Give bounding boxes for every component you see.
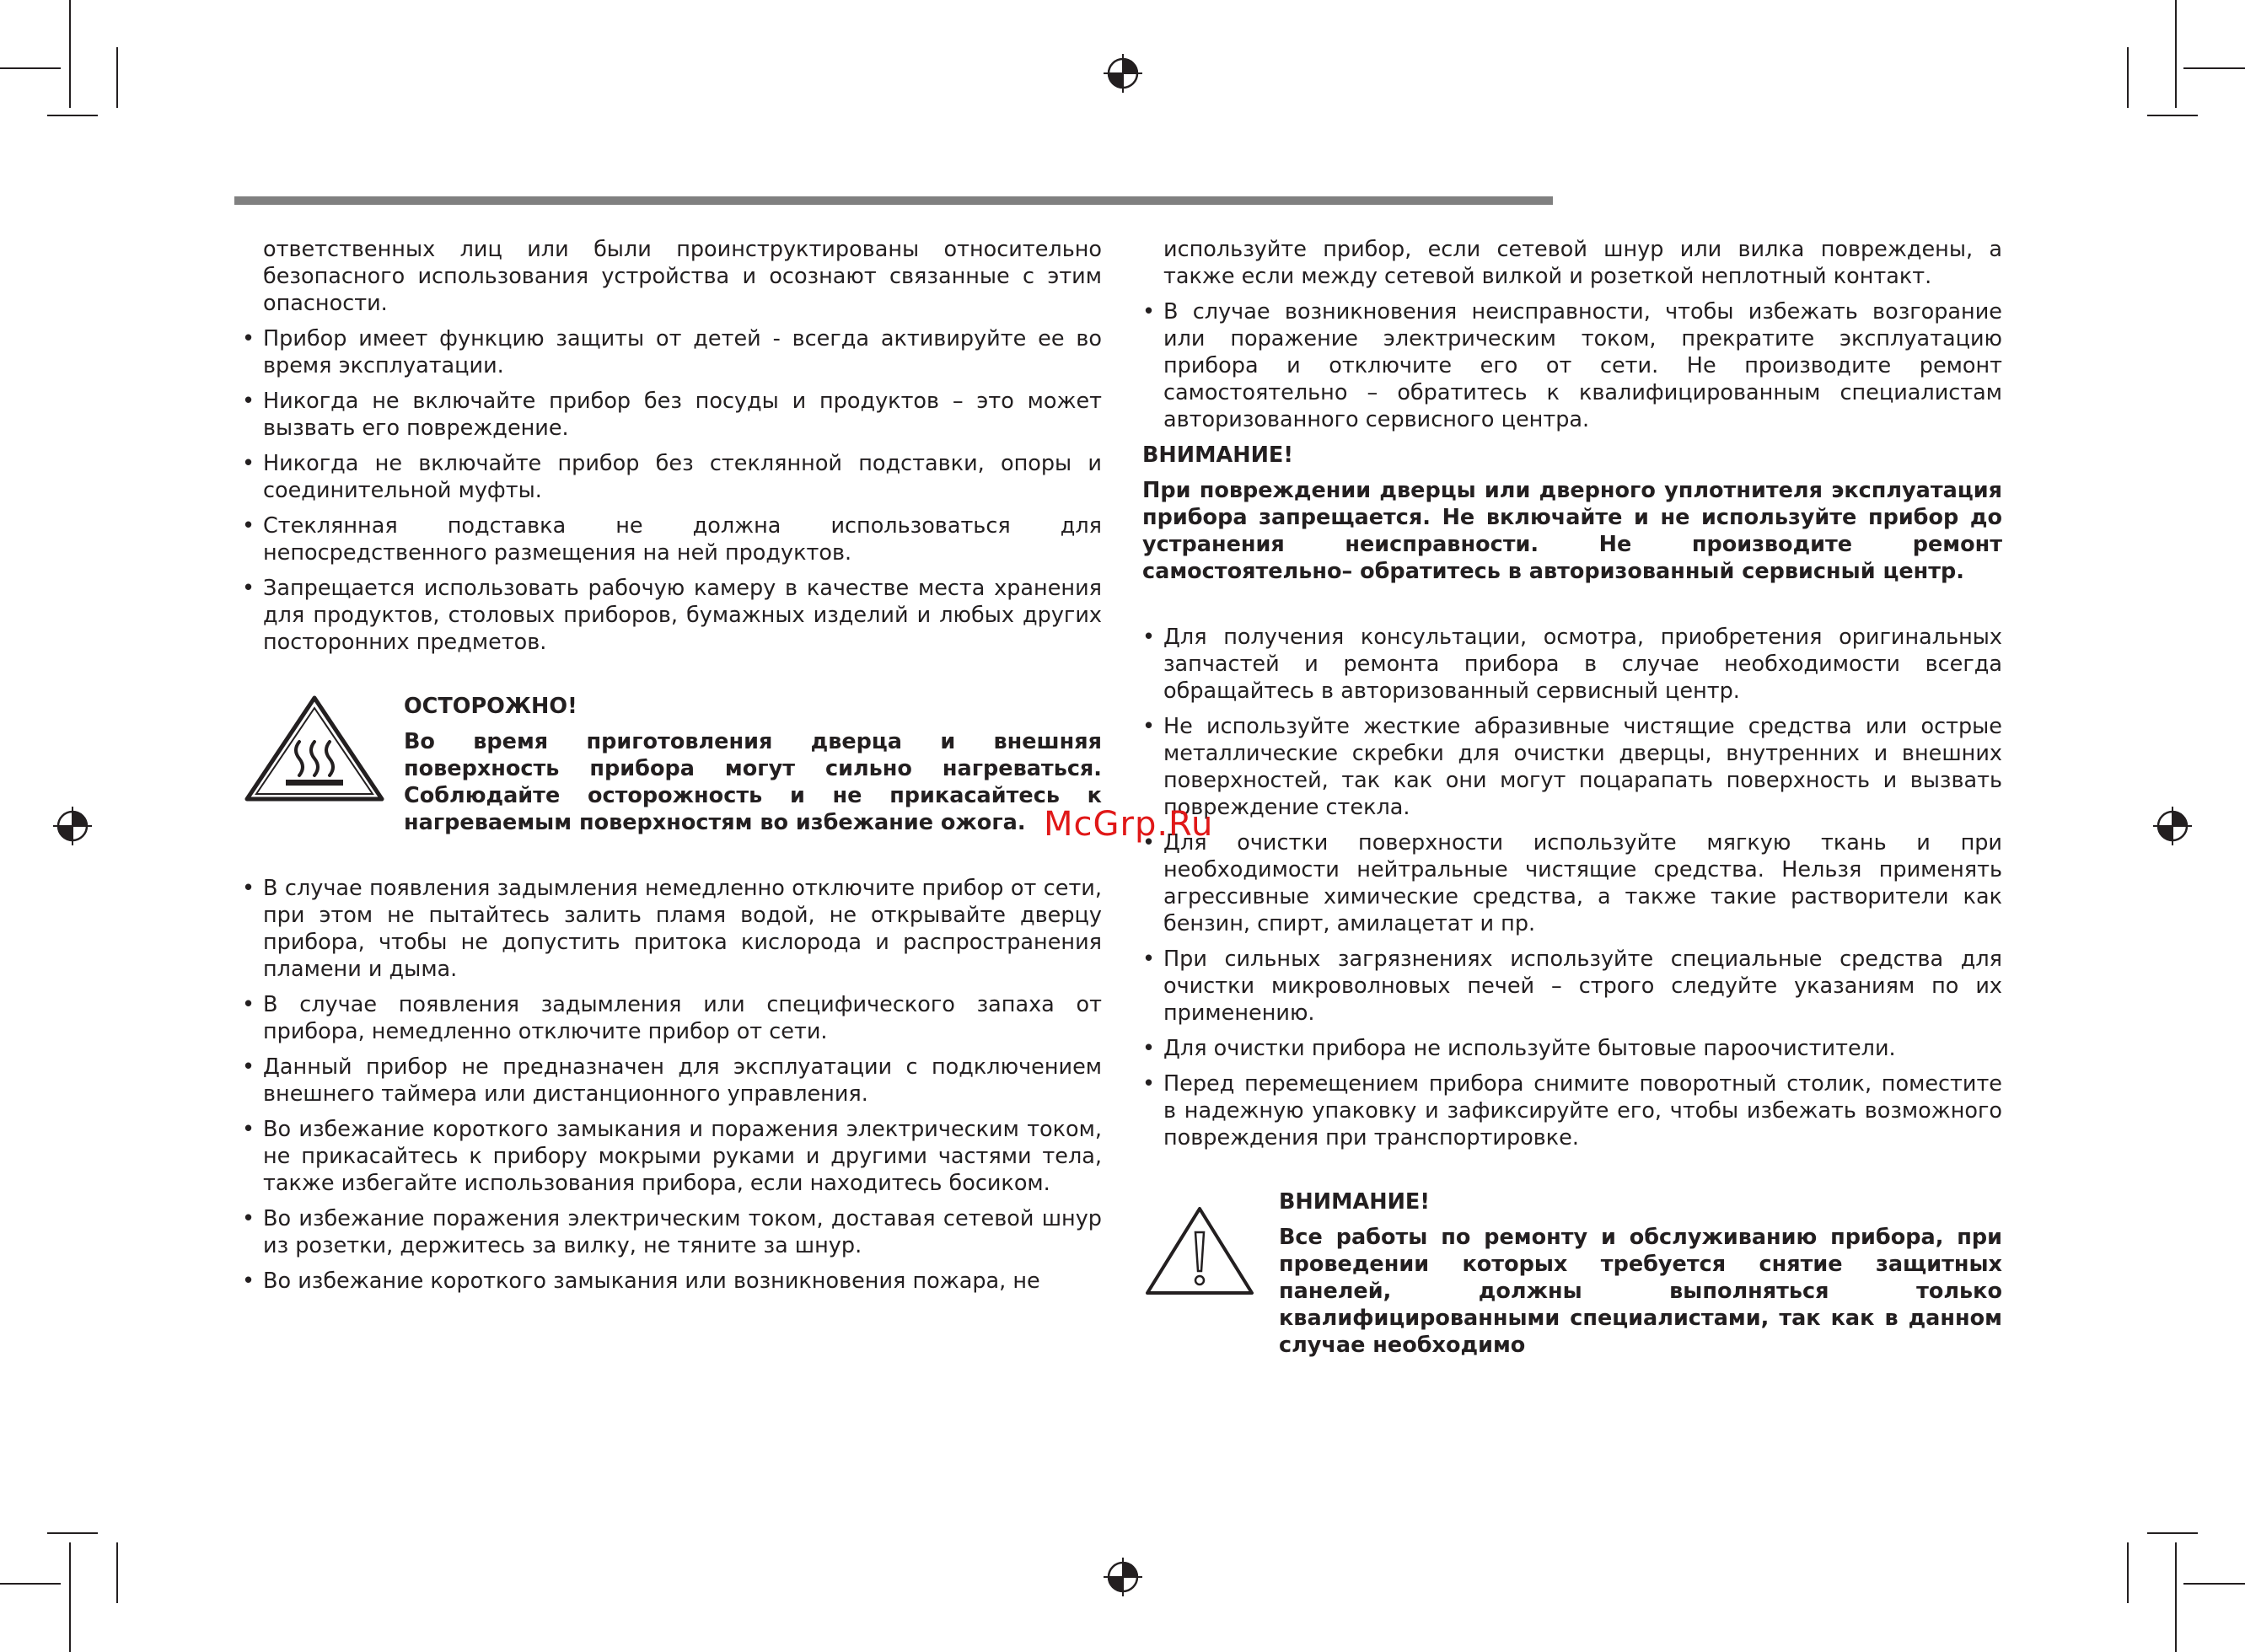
- list-item: • Для очистки прибора не используйте бытовые пароочистители.: [1142, 1035, 2002, 1062]
- list-item: • Во избежание короткого замыкания или возникновения пожара, не: [242, 1268, 1102, 1295]
- list-item: • Для получения консультации, осмотра, приобретения оригинальных запчастей и ремонта прибора в случае необходимости всегда обращайтесь в авторизованный сервисный центр.: [1142, 624, 2002, 705]
- left-column: [242, 236, 1102, 1303]
- right-column: [1142, 236, 2002, 1359]
- attention-heading: ВНИМАНИЕ!: [1142, 442, 1293, 468]
- crop-mark: [2147, 115, 2198, 116]
- list-item: • Прибор имеет функцию защиты от детей - всегда активируйте ее во время эксплуатации.: [242, 325, 1102, 379]
- crop-mark: [2127, 47, 2129, 108]
- warning-callout: [1142, 1188, 2002, 1359]
- watermark: McGrp.Ru: [1044, 805, 1214, 844]
- crop-mark: [116, 47, 118, 108]
- crop-mark: [0, 67, 61, 69]
- crop-mark: [69, 0, 71, 108]
- intro-continuation: ответственных лиц или были проинструктированы относительно безопасного использования устройства и осознают связанные с этим опасности.: [263, 237, 1102, 316]
- list-item: • Стеклянная подставка не должна использоваться для непосредственного размещения на ней продуктов.: [242, 512, 1102, 566]
- crop-mark: [2183, 1583, 2245, 1585]
- registration-mark-icon: [1104, 54, 1142, 93]
- registration-mark-icon: [1104, 1558, 1142, 1596]
- list-item: • Во избежание поражения электрическим током, доставая сетевой шнур из розетки, держитесь за вилку, не тяните за шнур.: [242, 1205, 1102, 1259]
- registration-mark-icon: [53, 807, 92, 845]
- crop-mark: [0, 1583, 61, 1585]
- list-item: • В случае появления задымления немедленно отключите прибор от сети, при этом не пытайтесь залить пламя водой, не открывайте дверцу прибора, чтобы не допустить притока кислорода и распространения пламени и дыма.: [242, 875, 1102, 983]
- list-item: • Для очистки поверхности используйте мягкую ткань и при необходимости нейтральные чистящие средства. Нельзя применять агрессивные химические средства, а также такие растворители как бензин, спирт, амилацетат и пр.: [1142, 829, 2002, 937]
- crop-mark: [47, 115, 98, 116]
- attention-text: При повреждении дверцы или дверного уплотнителя эксплуатация прибора запрещается. Не включайте и не используйте прибор до устранения неисправности. Не производите ремонт самостоятельно– обратитесь в авторизованный сервисный центр.: [1142, 478, 2002, 584]
- crop-mark: [2175, 1542, 2177, 1652]
- warning-text: Все работы по ремонту и обслуживанию прибора, при проведении которых требуется снятие защитных панелей, должны выполняться только квалифицированными специалистами, так как в данном случае необходимо: [1279, 1225, 2002, 1358]
- exclamation-warning-icon: [1142, 1204, 1257, 1298]
- right-continuation: используйте прибор, если сетевой шнур или вилка повреждены, а также если между сетевой вилкой и розеткой неплотный контакт.: [1163, 237, 2002, 289]
- registration-mark-icon: [2153, 807, 2192, 845]
- crop-mark: [116, 1542, 118, 1603]
- list-item: • Данный прибор не предназначен для эксплуатации с подключением внешнего таймера или дистанционного управления.: [242, 1054, 1102, 1108]
- caution-callout: [242, 693, 1102, 836]
- header-rule: [234, 196, 1553, 205]
- caution-text: Во время приготовления дверца и внешняя поверхность прибора могут сильно нагреваться. Соблюдайте осторожность и не прикасайтесь к нагреваемым поверхностям во избежание ожога.: [404, 729, 1102, 835]
- list-item: • Никогда не включайте прибор без стеклянной подставки, опоры и соединительной муфты.: [242, 450, 1102, 504]
- crop-mark: [47, 1532, 98, 1534]
- crop-mark: [2127, 1542, 2129, 1603]
- hot-surface-warning-icon: [242, 693, 387, 804]
- list-item: • При сильных загрязнениях используйте специальные средства для очистки микроволновых печей – строго следуйте указаниям по их применению.: [1142, 946, 2002, 1027]
- list-item: • Во избежание короткого замыкания и поражения электрическим током, не прикасайтесь к прибору мокрыми руками и другими частями тела, также избегайте использования прибора, если находитесь босиком.: [242, 1116, 1102, 1197]
- crop-mark: [2175, 0, 2177, 108]
- caution-title: ОСТОРОЖНО!: [404, 694, 577, 719]
- crop-mark: [2147, 1532, 2198, 1534]
- crop-mark: [69, 1542, 71, 1652]
- list-item: • Перед перемещением прибора снимите поворотный столик, поместите в надежную упаковку и зафиксируйте его, чтобы избежать возможного повреждения при транспортировке.: [1142, 1070, 2002, 1151]
- warning-title: ВНИМАНИЕ!: [1279, 1189, 1430, 1215]
- list-item: • В случае появления задымления или специфического запаха от прибора, немедленно отключите прибор от сети.: [242, 991, 1102, 1045]
- list-item: • Никогда не включайте прибор без посуды и продуктов – это может вызвать его повреждение.: [242, 388, 1102, 442]
- list-item: • Не используйте жесткие абразивные чистящие средства или острые металлические скребки для очистки дверцы, внутренних и внешних поверхностей, так как они могут поцарапать поверхность и вызвать повреждение стекла.: [1142, 713, 2002, 821]
- list-item: • В случае возникновения неисправности, чтобы избежать возгорание или поражение электрическим током, прекратите эксплуатацию прибора и отключите его от сети. Не производите ремонт самостоятельно – обратитесь к квалифицированным специалистам авторизованного сервисного центра.: [1142, 298, 2002, 433]
- crop-mark: [2183, 67, 2245, 69]
- list-item: • Запрещается использовать рабочую камеру в качестве места хранения для продуктов, столовых приборов, бумажных изделий и любых других посторонних предметов.: [242, 575, 1102, 656]
